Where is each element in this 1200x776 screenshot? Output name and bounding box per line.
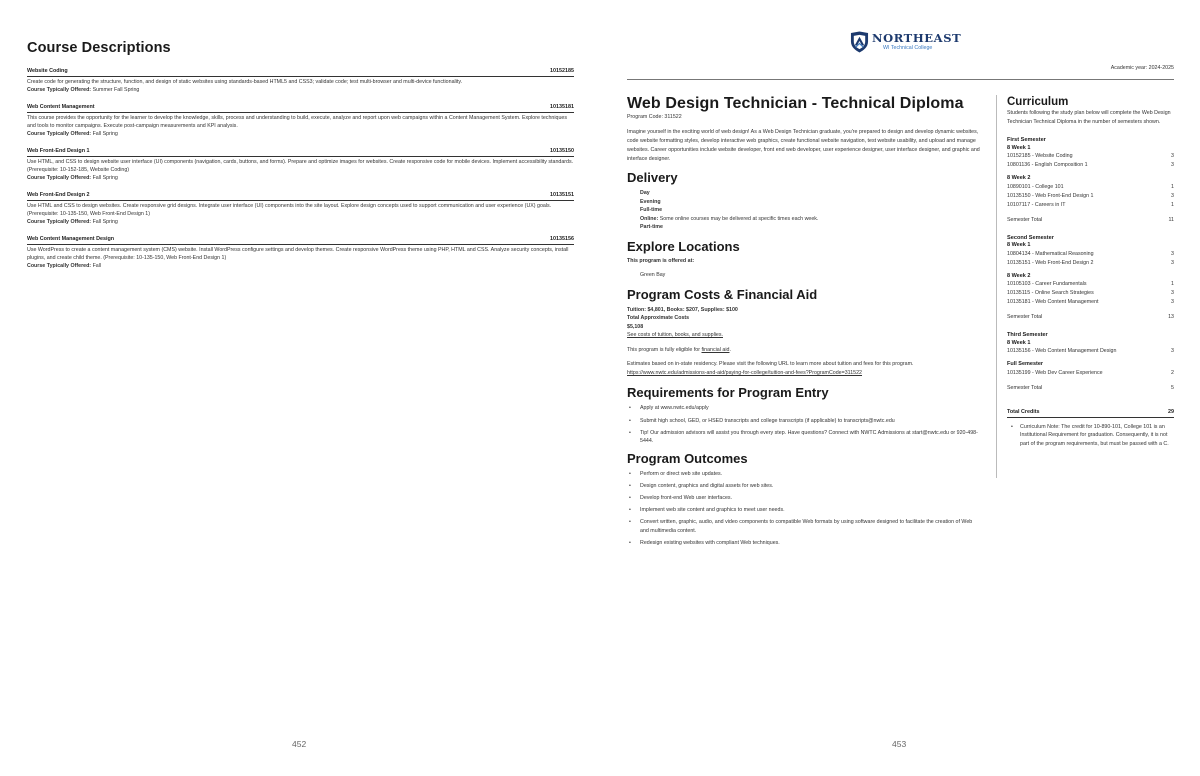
course-name: Web Content Management — [27, 104, 95, 110]
week-label: Full Semester — [1007, 361, 1044, 367]
program-code: Program Code: 311522 — [627, 114, 682, 120]
eligible-end: . — [729, 346, 731, 353]
course-row — [1007, 201, 1174, 210]
costs-heading: Program Costs & Financial Aid — [627, 286, 818, 302]
course-code: 10135150 — [550, 148, 574, 154]
course-credits: 1 — [1171, 281, 1174, 287]
semester-name: First Semester — [1007, 137, 1046, 143]
page-number: 452 — [292, 739, 307, 749]
course-credits: 3 — [1171, 299, 1174, 305]
list-item: • Perform or direct web site updates. — [627, 470, 982, 479]
delivery-fulltime: Full-time — [640, 207, 663, 214]
page-number: 453 — [892, 739, 907, 749]
semester-first — [1007, 137, 1174, 224]
locations-heading: Explore Locations — [627, 238, 740, 254]
course-row — [1007, 192, 1174, 201]
course-header — [27, 104, 574, 113]
semester-total — [1007, 216, 1174, 224]
semester-total-value: 13 — [1168, 314, 1174, 320]
course-item — [27, 192, 574, 226]
logo-wordmark — [872, 33, 961, 51]
course-credits: 3 — [1171, 162, 1174, 168]
delivery-list — [627, 189, 982, 232]
course-description: This course provides the opportunity for the learner to develop the knowledge, skills, process and understanding to build, execute, analyze and report upon web campaigns within a Content Management System. Explore techniques and tools to monitor campaigns. Execute post-campaign measurements and KPI analysis. — [27, 115, 568, 129]
tuition-url-link[interactable]: https://www.nwtc.edu/admissions-and-aid/paying-for-college/tuition-and-fees?ProgramCode=311522 — [627, 369, 863, 376]
total-costs-label: Total Approximate Costs — [627, 315, 690, 322]
right-page — [600, 0, 1200, 776]
course-title: 10135156 - Web Content Management Design — [1007, 348, 1117, 354]
course-name: Web Content Management Design — [27, 236, 115, 242]
course-credits: 2 — [1171, 369, 1174, 376]
financial-aid-line — [627, 346, 982, 355]
course-item — [27, 148, 574, 182]
course-row — [1007, 289, 1174, 298]
course-header — [27, 148, 574, 157]
header-divider — [627, 79, 1174, 80]
course-row — [1007, 259, 1174, 268]
curriculum-heading: Curriculum — [1007, 96, 1069, 108]
course-title: 10135150 - Web Front-End Design 1 — [1007, 192, 1094, 199]
course-name: Web Front-End Design 2 — [27, 192, 90, 198]
academic-year: Academic year: 2024-2025 — [1110, 65, 1174, 71]
course-credits: 3 — [1171, 290, 1174, 296]
course-row — [1007, 152, 1174, 161]
week-label: 8 Week 2 — [1007, 272, 1031, 279]
week-label: 8 Week 2 — [1007, 175, 1031, 181]
curriculum-note: • Curriculum Note: The credit for 10-890-101, College 101 is an Institutional Requirement for graduation. Consequently, it is not part of the program requirements, but must be passed with a C. — [1007, 423, 1174, 449]
course-offered — [27, 218, 574, 226]
course-row — [1007, 161, 1174, 170]
program-title: Web Design Technician - Technical Diploma — [627, 95, 964, 112]
week-label: 8 Week 1 — [1007, 339, 1031, 346]
semester-total-label: Semester Total — [1007, 384, 1043, 391]
delivery-online — [640, 215, 982, 224]
total-credits-value: 29 — [1168, 408, 1174, 415]
course-credits: 1 — [1171, 183, 1174, 190]
course-offered — [27, 86, 574, 94]
estimates-text: Estimates based on in-state residency. Please visit the following URL to learn more about tuition and fees for this program. — [627, 361, 914, 368]
course-name: Website Coding — [27, 68, 68, 74]
offered-label: Course Typically Offered: — [27, 263, 92, 269]
course-title: 10135151 - Web Front-End Design 2 — [1007, 259, 1094, 266]
course-header — [27, 68, 574, 77]
course-code: 10152185 — [550, 68, 574, 74]
course-title: 10135199 - Web Dev Career Experience — [1007, 369, 1103, 376]
list-item: • Convert written, graphic, audio, and video components to compatible Web formats by using software designed to facilitate the creation of Web and multimedia content. — [627, 518, 982, 535]
logo-subtitle: WI Technical College — [883, 44, 933, 51]
course-offered — [27, 262, 574, 270]
logo-name: NORTHEAST — [872, 31, 962, 46]
course-title: 10804134 - Mathematical Reasoning — [1007, 250, 1094, 257]
outcomes-list — [627, 470, 982, 548]
outcomes-heading: Program Outcomes — [627, 450, 748, 466]
course-description: Use HTML and CSS to design websites. Create responsive grid designs. Integrate user interface (UI) components into the site layout. Explore design concepts used to support communication and user experience (UX) goals. (Prerequisite: 10-135-150, Web Front-End Design 1) — [27, 203, 552, 217]
list-item: • Redesign existing websites with compliant Web techniques. — [627, 539, 982, 548]
list-item: • Develop front-end Web user interfaces. — [627, 494, 982, 503]
offered-terms: Fall Spring — [92, 219, 118, 225]
course-description: Use HTML, and CSS to design website user interface (UI) components (navigation, cards, buttons, and forms). Prepare and optimize images for websites. Create responsive code for mobile devices. Implement accessibility standards. (Prerequisite: 10-152-185, Website Coding) — [27, 159, 574, 173]
semester-second — [1007, 235, 1174, 322]
program-intro: Imagine yourself in the exciting world of web design! As a Web Design Technician graduate, you're prepared to design and develop dynamic websites, code website formatting styles, develop interactive web graphics, create functional website navigation, test website usability, and upload and manage websites. Career opportunities include website developer, front end web developer, user experience designer, user interface designer, and graphic and interface designer. — [627, 129, 980, 162]
financial-aid-link[interactable]: financial aid — [701, 346, 730, 353]
course-item — [27, 68, 574, 94]
offered-at-label: This program is offered at: — [627, 257, 695, 264]
week-label: 8 Week 1 — [1007, 144, 1031, 151]
tuition-line: Tuition: $4,801, Books: $207, Supplies: $100 — [627, 306, 738, 313]
course-title: 10135115 - Online Search Strategies — [1007, 290, 1094, 296]
course-description: Create code for generating the structure, function, and design of static websites using standards-based HTML5 and CSS3; validate code; test multi-browser and multi-device functionality. — [27, 79, 463, 85]
course-title: 10105103 - Career Fundamentals — [1007, 281, 1087, 287]
list-item: • Tip! Our admission advisors will assist you through every step. Have questions? Connect with NWTC Admissions at start@nwtc.edu or 920-498-5444. — [627, 429, 982, 446]
semester-name: Third Semester — [1007, 332, 1048, 338]
course-credits: 3 — [1171, 348, 1174, 354]
course-credits: 1 — [1171, 201, 1174, 208]
semester-third — [1007, 332, 1174, 392]
course-row — [1007, 280, 1174, 289]
offered-terms: Fall Spring — [92, 131, 118, 137]
total-credits — [1007, 408, 1174, 418]
course-code: 10135151 — [550, 192, 574, 198]
online-text: Some online courses may be delivered at specific times each week. — [659, 215, 819, 222]
course-header — [27, 192, 574, 201]
course-title: 10152185 - Website Coding — [1007, 153, 1073, 159]
offered-terms: Fall Spring — [92, 175, 118, 181]
week-label: 8 Week 1 — [1007, 242, 1031, 248]
eligible-text: This program is fully eligible for — [627, 346, 702, 353]
total-costs-value: $5,108 — [627, 323, 644, 330]
location-item: Green Bay — [640, 272, 666, 279]
delivery-parttime: Part-time — [640, 224, 663, 231]
semester-name: Second Semester — [1007, 234, 1054, 241]
course-description: Use WordPress to create a content management system (CMS) website. Install WordPress configure settings and develop themes. Create responsive WordPress theme using PHP, HTML and CSS. Analyze security concepts, install plugins, and create child theme. (Prerequisite: 10-135-150, Web Front-End Design 1) — [27, 247, 569, 261]
course-title: 10135181 - Web Content Management — [1007, 299, 1099, 305]
offered-label: Course Typically Offered: — [27, 131, 92, 137]
course-row — [1007, 369, 1174, 378]
course-row — [1007, 298, 1174, 307]
list-item: • Design content, graphics and digital assets for web sites. — [627, 482, 982, 491]
course-credits: 3 — [1171, 153, 1174, 159]
offered-terms: Summer Fall Spring — [92, 87, 140, 93]
offered-label: Course Typically Offered: — [27, 219, 92, 225]
curriculum-note-list — [1007, 423, 1174, 449]
course-row — [1007, 250, 1174, 259]
course-title: 10890101 - College 101 — [1007, 183, 1064, 190]
course-credits: 3 — [1171, 192, 1174, 199]
northeast-shield-icon — [850, 31, 869, 53]
program-main-column — [627, 95, 982, 551]
list-item: • Apply at www.nwtc.edu/apply — [627, 404, 982, 413]
curriculum-sidebar — [996, 95, 1174, 478]
list-item: • Implement web site content and graphics to meet user needs. — [627, 506, 982, 515]
semester-total — [1007, 384, 1174, 392]
course-offered — [27, 174, 574, 182]
course-list — [27, 68, 574, 280]
college-logo — [850, 31, 961, 53]
delivery-evening: Evening — [640, 198, 661, 205]
online-label: Online: — [640, 215, 659, 222]
course-title: 10801136 - English Composition 1 — [1007, 162, 1088, 168]
course-credits: 3 — [1171, 259, 1174, 266]
semester-total-value: 5 — [1171, 384, 1174, 391]
course-credits: 3 — [1171, 250, 1174, 257]
course-header — [27, 236, 574, 245]
course-item — [27, 236, 574, 270]
course-name: Web Front-End Design 1 — [27, 148, 90, 154]
list-item: • Submit high school, GED, or HSED transcripts and college transcripts (if applicable) to transcripts@nwtc.edu — [627, 417, 982, 426]
offered-terms: Fall — [92, 263, 102, 269]
course-descriptions-title: Course Descriptions — [27, 40, 171, 56]
requirements-list — [627, 404, 982, 445]
semester-total-label: Semester Total — [1007, 216, 1043, 223]
course-code: 10135181 — [550, 104, 574, 110]
total-credits-label: Total Credits — [1007, 408, 1040, 415]
course-offered — [27, 130, 574, 138]
delivery-day: Day — [640, 190, 650, 196]
semester-total-value: 11 — [1168, 216, 1174, 223]
requirements-heading: Requirements for Program Entry — [627, 385, 829, 401]
semester-total — [1007, 313, 1174, 321]
course-code: 10135156 — [550, 236, 574, 242]
semester-total-label: Semester Total — [1007, 314, 1043, 320]
delivery-heading: Delivery — [627, 170, 678, 185]
offered-label: Course Typically Offered: — [27, 175, 92, 181]
course-row — [1007, 347, 1174, 356]
course-row — [1007, 183, 1174, 192]
curriculum-intro: Students following the study plan below will complete the Web Design Technician Technical Diploma in the number of semesters shown. — [1007, 110, 1171, 125]
see-costs-link[interactable]: See costs of tuition, books, and supplies. — [627, 332, 723, 339]
course-item — [27, 104, 574, 138]
offered-label: Course Typically Offered: — [27, 87, 92, 93]
course-title: 10107117 - Careers in IT — [1007, 201, 1066, 208]
